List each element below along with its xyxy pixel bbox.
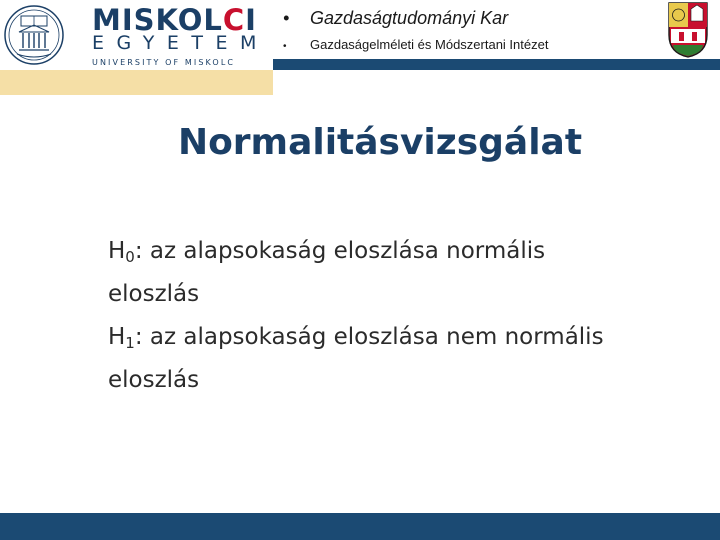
hypothesis-h1-continuation: eloszlás — [108, 367, 200, 393]
brand-university-line: UNIVERSITY OF MISKOLC — [92, 58, 236, 67]
footer-bar — [0, 513, 720, 540]
faculty-name: • Gazdaságtudományi Kar — [283, 8, 509, 28]
brand-name: MISKOLCI — [92, 3, 257, 37]
header-bar — [273, 59, 720, 70]
h0-subscript: 0 — [125, 248, 135, 266]
bullet: • — [283, 41, 287, 52]
university-seal-icon — [3, 4, 65, 66]
university-logo — [0, 0, 273, 70]
city-crest-icon — [667, 1, 709, 59]
h1-subscript: 1 — [125, 334, 135, 352]
hypothesis-h0: $H_0$: az alapsokaság eloszlása normális — [108, 238, 546, 266]
institute-name: • Gazdaságelméleti és Módszertani Intézet — [283, 37, 549, 52]
slide-title: Normalitásvizsgálat — [177, 122, 583, 163]
bullet: • — [283, 8, 290, 28]
header-logo-panel — [0, 0, 273, 95]
brand-subtitle: EGYETEM — [92, 32, 269, 54]
slide-body — [108, 230, 708, 402]
hypothesis-h1: $H_1$: az alapsokaság eloszlása nem normális — [108, 324, 604, 352]
hypothesis-h0-continuation: eloszlás — [108, 281, 200, 307]
